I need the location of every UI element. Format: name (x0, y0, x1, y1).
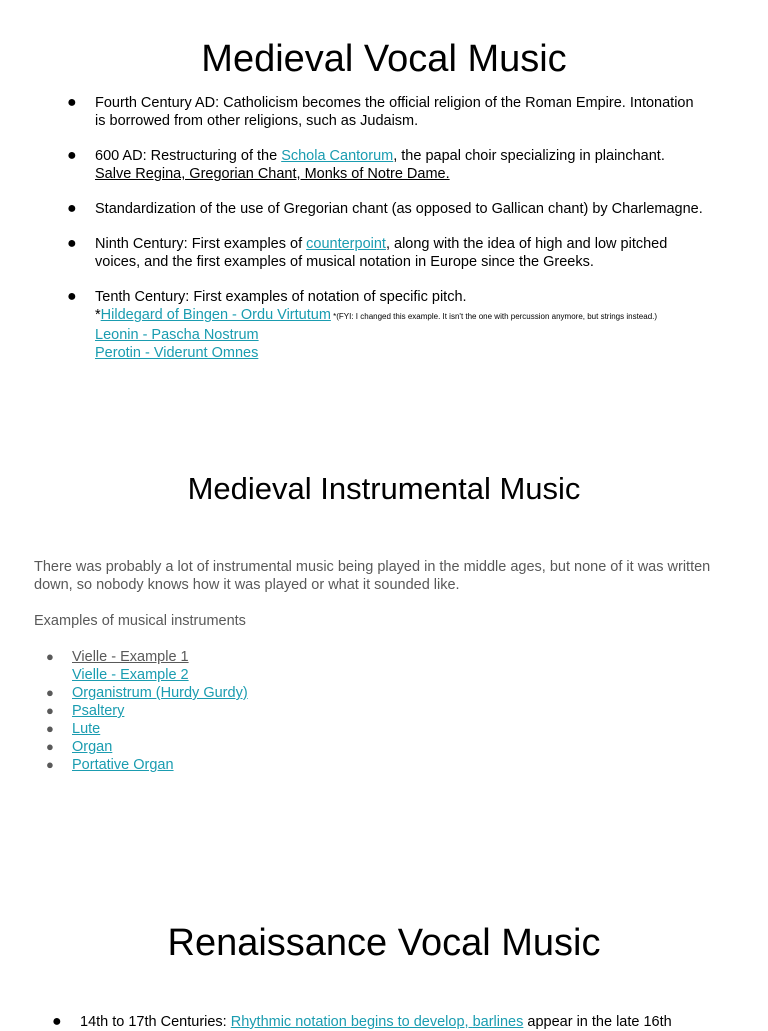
organ-link[interactable]: Organ (72, 739, 113, 755)
list-item (0, 147, 705, 183)
counterpoint-link[interactable]: counterpoint (306, 236, 386, 252)
list-item (0, 288, 705, 362)
bullet-icon: ● (67, 235, 77, 252)
rhythmic-notation-link[interactable]: Rhythmic notation begins to develop, (230, 1014, 473, 1030)
item-text: 600 AD: Restructuring of the (95, 148, 282, 164)
bullet-icon: ● (67, 288, 77, 305)
list-item (0, 720, 248, 738)
medieval-vocal-list (0, 94, 705, 379)
bullet-icon: ● (46, 739, 54, 754)
vielle-example-2-link[interactable]: Vielle - Example 2 (72, 667, 189, 683)
list-item (0, 702, 248, 720)
perotin-link[interactable]: Perotin - Viderunt Omnes (95, 345, 259, 361)
underlined-line: Salve Regina, Gregorian Chant, Monks of Notre Dame. (95, 166, 450, 182)
list-item (0, 738, 248, 756)
schola-cantorum-link[interactable]: Schola Cantorum (281, 148, 394, 164)
bullet-icon: ● (46, 649, 54, 664)
bullet-icon: ● (46, 721, 54, 736)
item-text: , along with the idea of high and low pitched voices, and the first examples of musical notation in Europe since the Greeks. (95, 236, 668, 270)
lute-link[interactable]: Lute (72, 721, 101, 737)
list-item (0, 684, 248, 702)
item-text: Standardization of the use of Gregorian chant (as opposed to Gallican chant) by Charlemagne. (95, 201, 703, 217)
list-item (0, 235, 705, 271)
bullet-icon: ● (67, 147, 77, 164)
list-item (0, 200, 705, 218)
vielle-example-1-link[interactable]: Vielle - Example 1 (72, 649, 189, 665)
item-text: appear in the late 16th (523, 1014, 672, 1030)
list-item (0, 94, 705, 130)
psaltery-link[interactable]: Psaltery (72, 703, 125, 719)
item-text: , the papal choir specializing in plainchant. (393, 148, 665, 164)
barlines-link[interactable]: barlines (472, 1014, 524, 1030)
list-item (0, 756, 248, 774)
bullet-icon: ● (46, 685, 54, 700)
item-text: 14th to 17th Centuries: (80, 1014, 231, 1030)
leonin-link[interactable]: Leonin - Pascha Nostrum (95, 327, 259, 343)
portative-organ-link[interactable]: Portative Organ (72, 757, 174, 773)
page-title: Medieval Vocal Music (201, 38, 567, 80)
bullet-icon: ● (67, 94, 77, 111)
item-text: Ninth Century: First examples of (95, 236, 307, 252)
organistrum-link[interactable]: Organistrum (Hurdy Gurdy) (72, 685, 248, 701)
bullet-icon: ● (46, 757, 54, 772)
hildegard-link[interactable]: Hildegard of Bingen - Ordu Virtutum (100, 307, 331, 323)
list-item (0, 648, 248, 684)
bullet-icon: ● (52, 1013, 62, 1030)
fyi-note: *(FYI: I changed this example. It isn't the one with percussion anymore, but strings instead.) (330, 312, 658, 321)
examples-label: Examples of musical instruments (34, 613, 246, 629)
asterisk: * (95, 307, 101, 323)
item-text: Tenth Century: First examples of notation of specific pitch. (95, 289, 467, 305)
list-item (0, 1013, 720, 1031)
instrumental-intro: There was probably a lot of instrumental music being played in the middle ages, but none of it was written down, so nobody knows how it was played or what it sounded like. (34, 559, 711, 593)
section-title-instrumental: Medieval Instrumental Music (187, 471, 581, 506)
renaissance-list (0, 1013, 720, 1031)
section-title-renaissance: Renaissance Vocal Music (167, 922, 601, 964)
item-text: Fourth Century AD: Catholicism becomes the official religion of the Roman Empire. Intonation is borrowed from other religions, such as Judaism. (95, 95, 694, 129)
bullet-icon: ● (67, 200, 77, 217)
instrument-list (0, 648, 248, 774)
bullet-icon: ● (46, 703, 54, 718)
